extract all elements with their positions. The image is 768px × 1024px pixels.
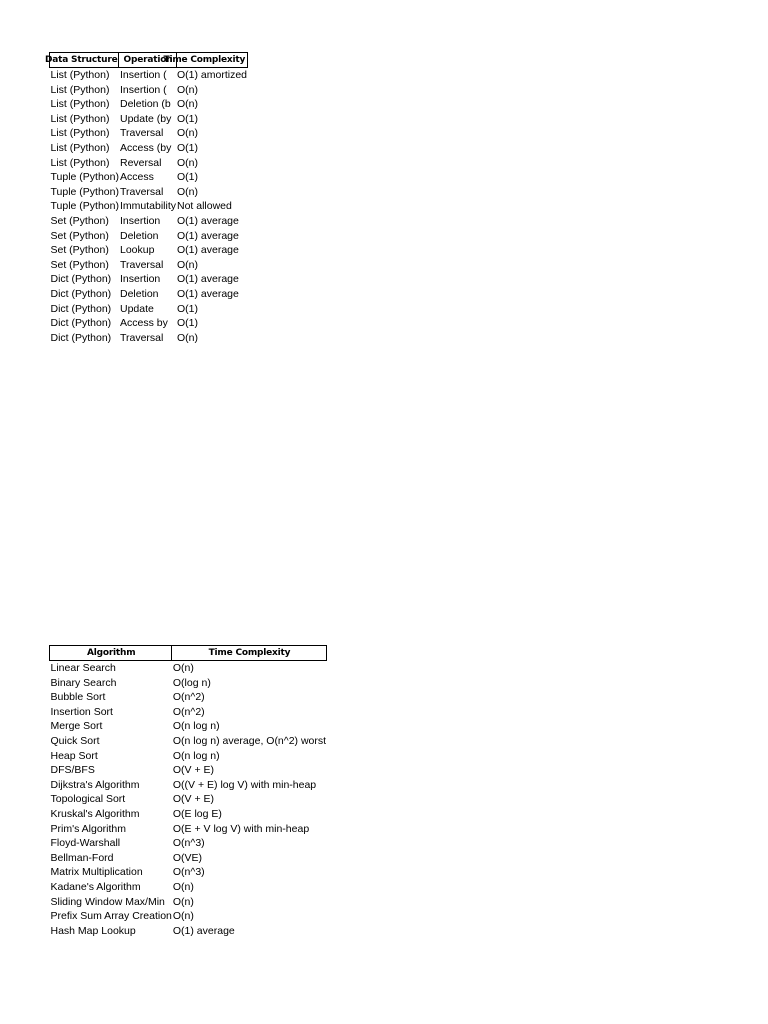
table-header-row	[50, 646, 327, 661]
algorithm-complexity-table	[49, 645, 327, 938]
complexity-cell: O(E + V log V) with min-heap	[172, 822, 310, 835]
table-row	[50, 156, 248, 171]
column-header-time-complexity: Time Complexity	[176, 53, 247, 68]
operation-cell: Lookup	[119, 244, 155, 257]
table-row	[50, 924, 327, 939]
data-structure-cell: List (Python)	[50, 127, 110, 140]
operation-cell: Traversal	[119, 258, 164, 271]
table-row	[50, 734, 327, 749]
table-row	[50, 272, 248, 287]
operation-cell: Traversal	[119, 185, 164, 198]
table-row	[50, 851, 327, 866]
algorithm-cell: Kadane's Algorithm	[50, 880, 141, 893]
algorithm-cell: Hash Map Lookup	[50, 924, 136, 937]
complexity-cell: O(n log n)	[172, 749, 220, 762]
complexity-cell: O(n)	[177, 156, 198, 169]
complexity-cell: O(1)	[177, 171, 198, 184]
data-structure-cell: List (Python)	[50, 141, 110, 154]
data-structure-cell: Dict (Python)	[50, 287, 112, 300]
data-structure-cell: Dict (Python)	[50, 331, 112, 344]
operation-cell: Access (by	[119, 141, 172, 154]
operation-cell: Insertion (	[119, 83, 167, 96]
table-row	[50, 763, 327, 778]
table-row	[50, 126, 248, 141]
data-structure-cell: List (Python)	[50, 156, 110, 169]
operation-cell: Deletion (b	[119, 98, 171, 111]
complexity-cell: O(1) average	[177, 273, 239, 286]
table-row	[50, 302, 248, 317]
table-row	[50, 97, 248, 112]
algorithm-cell: Quick Sort	[50, 734, 100, 747]
complexity-cell: O(n)	[172, 895, 194, 908]
complexity-cell: O(n)	[172, 880, 194, 893]
data-structure-cell: List (Python)	[50, 83, 110, 96]
complexity-cell: O(n)	[177, 185, 198, 198]
complexity-cell: O(1)	[177, 317, 198, 330]
table-row	[50, 316, 248, 331]
table-row	[50, 792, 327, 807]
table-row	[50, 909, 327, 924]
algorithm-cell: Floyd-Warshall	[50, 837, 121, 850]
algorithm-cell: Heap Sort	[50, 749, 98, 762]
table-row	[50, 676, 327, 691]
operation-cell: Update	[119, 302, 154, 315]
complexity-cell: O((V + E) log V) with min-heap	[172, 778, 317, 791]
algorithm-cell: DFS/BFS	[50, 764, 95, 777]
complexity-cell: O(1) average	[177, 244, 239, 257]
complexity-cell: O(n)	[177, 83, 198, 96]
column-header-algorithm: Algorithm	[50, 646, 172, 661]
data-structure-cell: Dict (Python)	[50, 302, 112, 315]
data-structure-cell: Tuple (Python)	[50, 200, 119, 213]
table-row	[50, 258, 248, 273]
table-row	[50, 83, 248, 98]
table-row	[50, 214, 248, 229]
complexity-cell: O(log n)	[172, 676, 211, 689]
data-structure-cell: Set (Python)	[50, 214, 109, 227]
column-header-operation: Operation	[119, 53, 176, 68]
algorithm-cell: Kruskal's Algorithm	[50, 807, 140, 820]
table-body	[50, 68, 248, 346]
operation-cell: Immutability	[119, 200, 176, 213]
algorithm-cell: Prefix Sum Array Creation	[50, 910, 172, 923]
algorithm-cell: Prim's Algorithm	[50, 822, 127, 835]
algorithm-cell: Bubble Sort	[50, 691, 106, 704]
data-structure-cell: Tuple (Python)	[50, 171, 119, 184]
complexity-cell: O(1) average	[177, 214, 239, 227]
data-structure-cell: Dict (Python)	[50, 273, 112, 286]
data-structure-cell: List (Python)	[50, 69, 110, 81]
operation-cell: Traversal	[119, 127, 164, 140]
table-row	[50, 865, 327, 880]
table-row	[50, 895, 327, 910]
algorithm-cell: Merge Sort	[50, 720, 103, 733]
operation-cell: Insertion	[119, 214, 161, 227]
data-structure-cell: Set (Python)	[50, 244, 109, 257]
table-row	[50, 229, 248, 244]
column-header-time-complexity: Time Complexity	[172, 646, 326, 661]
operation-cell: Insertion	[119, 273, 161, 286]
complexity-cell: O(n^3)	[172, 837, 205, 850]
table-row	[50, 705, 327, 720]
complexity-cell: O(1)	[177, 141, 198, 154]
complexity-cell: O(n)	[177, 127, 198, 140]
table-row	[50, 331, 248, 346]
complexity-cell: O(n log n) average, O(n^2) worst	[172, 734, 327, 747]
table-row	[50, 749, 327, 764]
table-row	[50, 822, 327, 837]
complexity-cell: Not allowed	[177, 200, 232, 213]
table-row	[50, 719, 327, 734]
algorithm-cell: Binary Search	[50, 676, 117, 689]
operation-cell: Access	[119, 171, 154, 184]
data-structure-cell: Set (Python)	[50, 229, 109, 242]
algorithm-cell: Dijkstra's Algorithm	[50, 778, 140, 791]
complexity-cell: O(n)	[177, 98, 198, 111]
complexity-cell: O(n)	[177, 331, 198, 344]
complexity-cell: O(1) average	[177, 287, 239, 300]
column-header-data-structure: Data Structure	[50, 53, 119, 68]
algorithm-cell: Matrix Multiplication	[50, 866, 143, 879]
algorithm-cell: Bellman-Ford	[50, 851, 114, 864]
operation-cell: Deletion	[119, 229, 159, 242]
operation-cell: Reversal	[119, 156, 162, 169]
complexity-cell: O(n log n)	[172, 720, 220, 733]
complexity-cell: O(1) average	[172, 924, 235, 937]
data-structure-cell: Set (Python)	[50, 258, 109, 271]
complexity-cell: O(1)	[177, 302, 198, 315]
table-row	[50, 141, 248, 156]
data-structure-cell: List (Python)	[50, 112, 110, 125]
table-row	[50, 170, 248, 185]
table-row	[50, 112, 248, 127]
table-row	[50, 185, 248, 200]
table-row	[50, 690, 327, 705]
complexity-cell: O(n)	[172, 662, 194, 674]
complexity-cell: O(V + E)	[172, 793, 215, 806]
data-structure-complexity-table	[45, 52, 248, 345]
table-row	[50, 199, 248, 214]
operation-cell: Update (by	[119, 112, 172, 125]
operation-cell: Deletion	[119, 287, 159, 300]
complexity-cell: O(1) amortized	[177, 69, 248, 81]
algorithm-cell: Topological Sort	[50, 793, 126, 806]
table-body	[50, 661, 327, 939]
complexity-cell: O(VE)	[172, 851, 203, 864]
complexity-cell: O(1)	[177, 112, 198, 125]
operation-cell: Insertion (	[119, 69, 167, 81]
algorithm-cell: Insertion Sort	[50, 705, 113, 718]
table-header-row	[50, 53, 248, 68]
complexity-cell: O(n)	[172, 910, 194, 923]
complexity-cell: O(n)	[177, 258, 198, 271]
algorithm-cell: Linear Search	[50, 662, 116, 674]
complexity-cell: O(n^2)	[172, 691, 205, 704]
table-row	[50, 661, 327, 676]
table-row	[50, 778, 327, 793]
complexity-cell: O(V + E)	[172, 764, 215, 777]
data-structure-cell: Tuple (Python)	[50, 185, 119, 198]
complexity-cell: O(n^2)	[172, 705, 205, 718]
data-structure-cell: Dict (Python)	[50, 317, 112, 330]
table-row	[50, 243, 248, 258]
operation-cell: Access by	[119, 317, 168, 330]
table-row	[50, 287, 248, 302]
table-row	[50, 836, 327, 851]
complexity-cell: O(E log E)	[172, 807, 222, 820]
complexity-cell: O(n^3)	[172, 866, 205, 879]
table-row	[50, 68, 248, 83]
table-row	[50, 807, 327, 822]
complexity-cell: O(1) average	[177, 229, 239, 242]
algorithm-cell: Sliding Window Max/Min	[50, 895, 165, 908]
operation-cell: Traversal	[119, 331, 164, 344]
data-structure-cell: List (Python)	[50, 98, 110, 111]
table-row	[50, 880, 327, 895]
